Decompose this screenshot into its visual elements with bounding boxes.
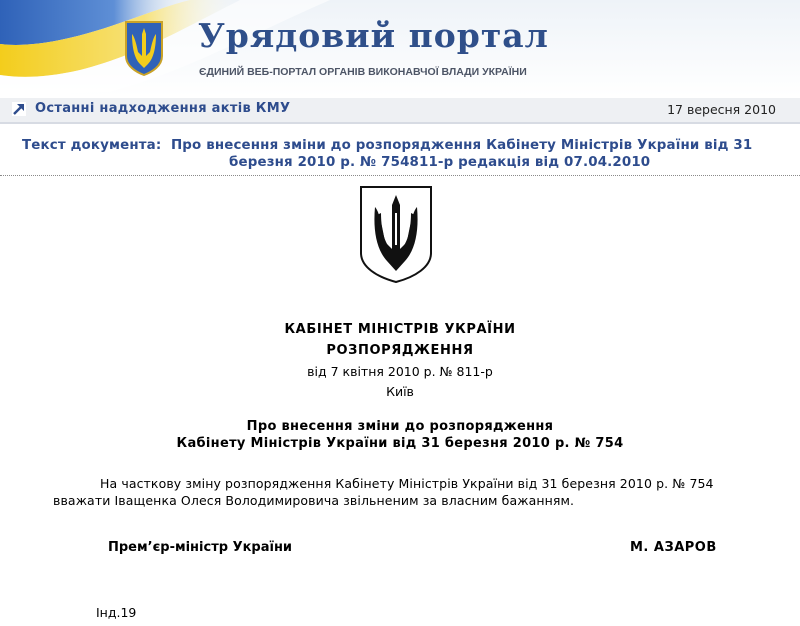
document-city: Київ: [386, 384, 414, 399]
document-heading: [22, 137, 782, 171]
signatory-title: Прем’єр-міністр України: [108, 540, 293, 555]
document-body-paragraph: На часткову зміну розпорядження Кабінету Міністрів України від 31 березня 2010 р. № 754 вважати Іващенка Олеся Володимировича звільненим за власним бажанням.: [53, 476, 714, 508]
portal-subtitle: ЄДИНИЙ ВЕБ-ПОРТАЛ ОРГАНІВ ВИКОНАВЧОЇ ВЛАДИ УКРАЇНИ: [199, 66, 527, 78]
document-index: Інд.19: [96, 605, 137, 620]
divider: [0, 175, 800, 176]
current-date: 17 вересня 2010: [667, 102, 776, 117]
document-type: РОЗПОРЯДЖЕННЯ: [326, 343, 474, 358]
coat-of-arms-icon: [359, 185, 433, 284]
organization-name: КАБІНЕТ МІНІСТРІВ УКРАЇНИ: [284, 322, 516, 337]
document-title-line2: березня 2010 р. № 754811-р редакція від 07.04.2010: [229, 155, 651, 170]
document-label: Текст документа:: [22, 138, 162, 153]
nav-bar: [0, 98, 800, 124]
document-subject-line1: Про внесення зміни до розпорядження: [246, 419, 554, 434]
recent-acts-link[interactable]: Останні надходження актів КМУ: [35, 101, 291, 116]
document-title-line1: Про внесення зміни до розпорядження Кабінету Міністрів України від 31: [170, 138, 753, 153]
arrow-up-right-icon: [12, 102, 26, 116]
document-subject-line2: Кабінету Міністрів України від 31 березня 2010 р. № 754: [176, 436, 624, 451]
document-date-number: від 7 квітня 2010 р. № 811-р: [307, 364, 493, 379]
portal-title[interactable]: Урядовий портал: [198, 16, 549, 55]
trident-emblem-icon: [124, 20, 164, 76]
signatory-name: М. АЗАРОВ: [630, 540, 717, 555]
portal-header: [0, 0, 800, 96]
